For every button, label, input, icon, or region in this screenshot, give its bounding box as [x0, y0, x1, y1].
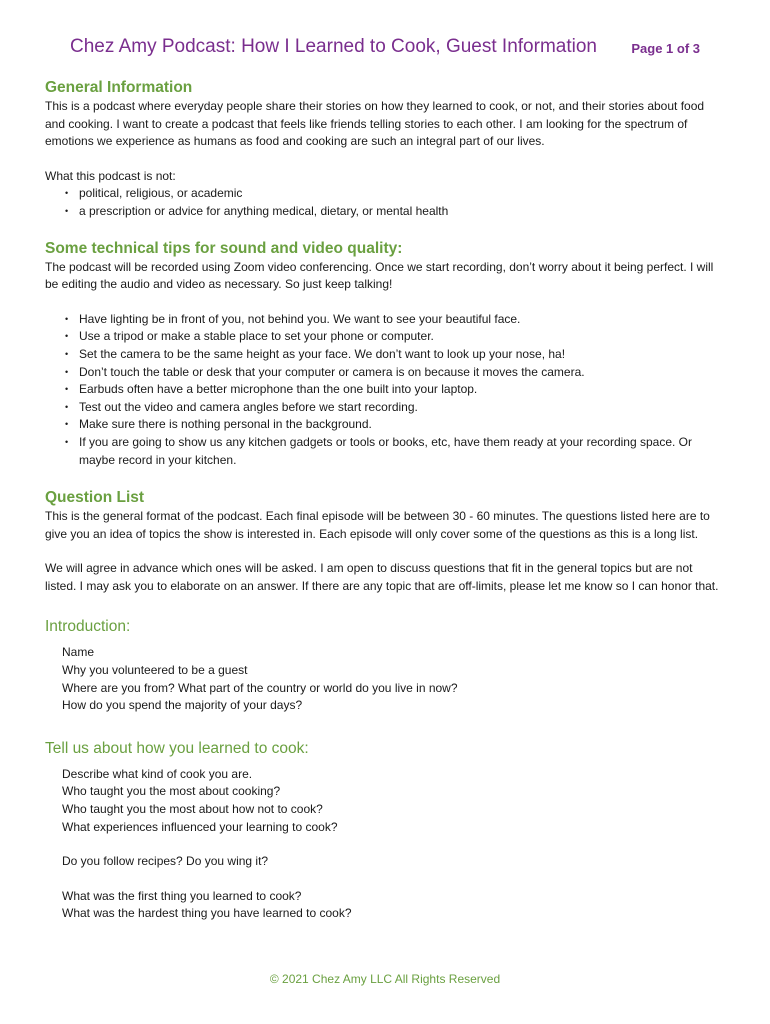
learned-questions-group-3: [45, 888, 725, 923]
tech-tips-heading: Some technical tips for sound and video quality:: [45, 239, 403, 257]
list-item: • political, religious, or academic: [65, 185, 725, 203]
page-number: Page 1 of 3: [631, 41, 700, 56]
list-item: • Don’t touch the table or desk that your computer or camera is on because it moves the camera.: [65, 364, 725, 382]
learned-questions-group-2: [45, 853, 725, 871]
general-info-paragraph: This is a podcast where everyday people share their stories on how they learned to cook, or not, and their stories about food and cooking. I want to create a podcast that feels like friends telling stories to each other. I am looking for the spectrum of emotions we experience as humans as food and cooking are such an integral part of our lives.: [45, 99, 705, 149]
question-item: Describe what kind of cook you are.: [62, 766, 253, 781]
question-item: Who taught you the most about cooking?: [62, 784, 281, 799]
question-item: Why you volunteered to be a guest: [62, 663, 248, 678]
list-item: • Make sure there is nothing personal in the background.: [65, 416, 725, 434]
learned-to-cook-heading: Tell us about how you learned to cook:: [45, 739, 309, 757]
list-item: • a prescription or advice for anything medical, dietary, or mental health: [65, 203, 725, 221]
podcast-not-label: What this podcast is not:: [45, 168, 176, 183]
list-item: • If you are going to show us any kitchen gadgets or tools or books, etc, have them ready at your recording space. Or maybe record in your kitchen.: [65, 434, 725, 469]
introduction-questions: [45, 644, 725, 714]
learned-questions-group-1: [45, 766, 725, 836]
podcast-not-list: [45, 185, 725, 220]
introduction-heading: Introduction:: [45, 618, 131, 636]
question-item: Name: [62, 645, 95, 660]
copyright-footer: © 2021 Chez Amy LLC All Rights Reserved: [269, 972, 501, 986]
question-item: What was the hardest thing you have learned to cook?: [62, 906, 352, 921]
question-item: Do you follow recipes? Do you wing it?: [62, 854, 269, 869]
tech-tips-paragraph: The podcast will be recorded using Zoom video conferencing. Once we start recording, don’t worry about it being perfect. I will be editing the audio and video as necessary. So just keep talking!: [45, 259, 714, 292]
question-item: Who taught you the most about how not to cook?: [62, 802, 323, 817]
question-item: What was the first thing you learned to cook?: [62, 888, 302, 903]
list-item: • Set the camera to be the same height as your face. We don’t want to look up your nose, ha!: [65, 346, 725, 364]
general-info-heading: General Information: [45, 79, 193, 96]
question-list-heading: Question List: [45, 489, 145, 507]
list-item: • Have lighting be in front of you, not behind you. We want to see your beautiful face.: [65, 311, 725, 329]
document-body: [45, 78, 725, 923]
page-header: [70, 36, 700, 64]
question-list-paragraph-1: This is the general format of the podcast. Each final episode will be between 30 - 60 minutes. The questions listed here are to give you an idea of topics the show is interested in. Each episode will only cover some of the questions as this is a long list.: [45, 509, 710, 541]
question-item: What experiences influenced your learning to cook?: [62, 819, 338, 834]
list-item: • Test out the video and camera angles before we start recording.: [65, 399, 725, 417]
question-item: How do you spend the majority of your days?: [62, 698, 303, 713]
list-item: • Use a tripod or make a stable place to set your phone or computer.: [65, 328, 725, 346]
list-item: • Earbuds often have a better microphone than the one built into your laptop.: [65, 381, 725, 399]
question-list-paragraph-2: We will agree in advance which ones will be asked. I am open to discuss questions that fit in the general topics but are not listed. I may ask you to elaborate on an answer. If there are any topic that are off-limits, please let me know so I can honor that.: [45, 561, 719, 593]
document-title: Chez Amy Podcast: How I Learned to Cook, Guest Information: [70, 36, 597, 57]
tech-tips-list: [45, 311, 725, 469]
question-item: Where are you from? What part of the country or world do you live in now?: [62, 680, 458, 695]
